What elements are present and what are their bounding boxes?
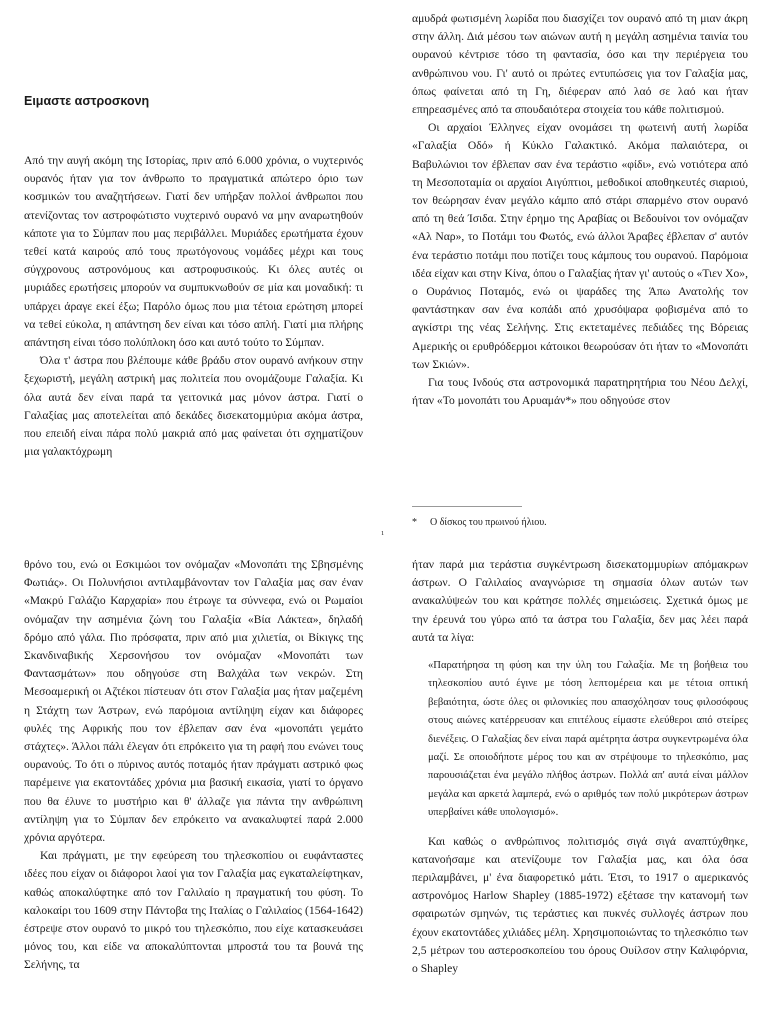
paragraph: θρόνο του, ενώ οι Εσκιμώοι τον ονόμαζαν «Μονοπάτι της Σβησμένης Φωτιάς». Οι Πολυνήσιοι αντιλαμβάνονταν τον Γαλαξία μας σαν έναν «Μακρύ Γαλάζιο Καρχαρία» που έτρωγε τα σύννεφα, ενώ οι Ρωμαίοι ονόμαζαν την ασημένια ζώνη του Γαλαξία «Βία Λάκτεα», δηλαδή δρόμο από γάλα. Πιο πρόσφατα, πριν από μια χιλιετία, οι Βίκιγκς της Σκανδιναβικής Χερσονήσου τον ονόμαζαν «Μονοπάτι των Φαντασμάτων» που οδηγούσε στη Βαλχάλα των νεκρών. Στη Μεσοαμερική οι Αζτέκοι πίστευαν ότι στον Γαλαξία μας ήταν μαζεμένη η Στάχτη των Άστρων, ενώ παρόμοια αντίληψη είχαν και διάφορες φυλές της Αφρικής που τον έβλεπαν σαν ένα «μονοπάτι γεμάτο στάχτες». Άλλοι πάλι έλεγαν ότι επρόκειτο για τη ραφή που ενώνει τους ουρανούς. Το ότι ο πύρινος αυτός ποταμός ήταν πράγματι αστρικό φως παρέμεινε για εκατοντάδες χρόνια μια βασική εικασία, γιατί το όργανο που θα έλυνε το μυστήριο και θ' άλλαζε για πάντα την ανθρώπινη αντίληψη για το Σύμπαν δεν επρόκειτο να ανακαλυφτεί παρά 2.000 χρόνια αργότερα.: [24, 558, 363, 845]
paragraph: ήταν παρά μια τεράστια συγκέντρωση δισεκατομμυρίων απόμακρων άστρων. Ο Γαλιλαίος αναγνώρισε τη σημασία όλων αυτών των ανακαλύψεών του και κράτησε πολλές σημειώσεις. Σχετικά όμως με την έρευνά του γύρω από τα άστρα του Γαλαξία, δεν μας λέει παρά αυτά τα λίγα:: [412, 558, 748, 644]
paragraph: Οι αρχαίοι Έλληνες είχαν ονομάσει τη φωτεινή αυτή λωρίδα «Γαλαξία Οδό» ή Κύκλο Γαλακτικό. Ακόμα παλαιότερα, οι Βαβυλώνιοι τον έβλεπαν σαν ένα τεράστιο «φίδι», ενώ νοτιότερα από τη Μεσοποταμία οι αρχαίοι Αιγύπτιοι, μεθοδικοί αποθηκευτές σιαριού, τον θεώρησαν έναν μεγάλο κάμπο από στάρι σπαρμένο στον ουρανό από τη θεά Ίσιδα. Στην έρημο της Αραβίας οι Βεδουίνοι τον ονόμαζαν «Αλ Ναρ», το Ποτάμι του Φωτός, ενώ άλλοι Άραβες έβλεπαν σ' αυτόν ένα τεράστιο ποτάμι που ποτίζει τους κάμπους του ουρανού. Παρόμοια ιδέα είχαν και στην Κίνα, όπου ο Γαλαξίας ήταν γι' αυτούς ο «Τιεν Χο», ο Ουράνιος Ποταμός, ενώ οι ψαράδες της Άπω Ανατολής τον φαντάστηκαν σαν ένα κοπάδι από χρυσόψαρα φοβισμένα από το αγκίστρι της νέας Σελήνης. Στις εκτεταμένες πεδιάδες της Βόρειας Αμερικής οι ερυθρόδερμοι κάτοικοι θεωρούσαν ότι ήταν το «Μονοπάτι των Σκιών».: [412, 121, 748, 371]
paragraph: αμυδρά φωτισμένη λωρίδα που διασχίζει τον ουρανό από τη μιαν άκρη στην άλλη. Διά μέσου των αιώνων αυτή η μεγάλη ασημένια ταινία του ουρανού κέντρισε τόσο τη φαντασία, όσο και την περιέργεια του ανθρώπινου νου. Γι' αυτό οι πρώτες εντυπώσεις για τον Γαλαξία μας, όπως φαίνεται από τη Γη, διέφεραν από λαό σε λαό και ήταν επηρεασμένες από τα σπουδαιότερα στοιχεία του κάθε πολιτισμού.: [412, 12, 748, 117]
column-top-left: [24, 152, 363, 461]
footnote-divider: [412, 506, 522, 507]
footnote-mark: *: [412, 517, 417, 528]
column-top-right: [412, 10, 748, 410]
paragraph: Και καθώς ο ανθρώπινος πολιτισμός σιγά σιγά αναπτύχθηκε, κατανοήσαμε και ατενίζουμε τον Γαλαξία μας, και όλα όσα περιλαμβάνει, μ' ένα διαφορετικό μάτι. Έτσι, το 1917 ο αμερικανός αστρονόμος Harlow Shapley (1885-1972) εξέτασε την κατανομή των σφαιρωτών σμηνών, τις τεράστιες και πυκνές συλλογές άστρων που έχουν εκατοντάδες χιλιάδες μέλη. Χρησιμοποιώντας το τηλεσκόπιο των 2,5 μέτρων του αστεροσκοπείου του όρους Ουίλσον στην Καλιφόρνια, ο Shapley: [412, 834, 748, 976]
block-quote: «Παρατήρησα τη φύση και την ύλη του Γαλαξία. Με τη βοήθεια του τηλεσκοπίου αυτό έγινε με τόση λεπτομέρεια και με τέτοια οπτική βεβαιότητα, ώστε όλες οι φιλονικίες που απασχόλησαν τους φιλοσόφους στους αιώνες κατέρρευσαν και επιτέλους είμαστε ελεύθεροι από στείρες διενέξεις. Ο Γαλαξίας δεν είναι παρά αμέτρητα άστρα συγκεντρωμένα όλα μαζί. Σε οποιοδήποτε μέρος του και αν στρέψουμε το τηλεσκόπιο, μας παρουσιάζεται ένα μεγάλο πλήθος άστρων. Πολλά απ' αυτά είναι μάλλον μεγάλα και αρκετά λαμπερά, ενώ ο αριθμός των πολύ μικρότερων άστρων υπερβαίνει κάθε υπολογισμό».: [428, 660, 748, 819]
column-bottom-left: [24, 556, 363, 975]
paragraph: Και πράγματι, με την εφεύρεση του τηλεσκοπίου οι ευφάνταστες ιδέες που είχαν οι διάφοροι λαοί για τον Γαλαξία μας εγκαταλείφτηκαν, καθώς αποκαλύφτηκε από τον Γαλιλαίο η πραγματική του φύση. Το καλοκαίρι του 1609 στην Πάντοβα της Ιταλίας ο Γαλιλαίος (1564-1642) έστρεψε στον ουρανό το μικρό του τηλεσκόπιο, που είχε κατασκευάσει μόνος του, και είδε να αποκαλύπτονται μπροστά του τα βουνά της Σελήνης, τα: [24, 849, 363, 972]
footnote: [412, 516, 748, 530]
column-bottom-right: [412, 556, 748, 978]
footnote-text: Ο δίσκος του πρωινού ήλιου.: [430, 517, 547, 528]
paragraph: Από την αυγή ακόμη της Ιστορίας, πριν από 6.000 χρόνια, ο νυχτερινός ουρανός ήταν για τον άνθρωπο το πραγματικά απώτερο όριο των κοσμικών του αναζητήσεων. Γιατί δεν υπήρξαν πολλοί άνθρωποι που ατενίζοντας τον αστροφώτιστο νυχτερινό ουρανό να μην αναρωτηθούν κάποτε για το Σύμπαν που μας περιβάλλει. Μυριάδες ερωτήματα έχουν τεθεί κατά καιρούς από τους πρωτόγονους νομάδες μέχρι και τους σύγχρονους αστρονόμους και αστροφυσικούς. Κι όλες αυτές οι μυριάδες ερωτήσεις μπορούν να συμπυκνωθούν σε μία και μοναδική: τι υπάρχει άραγε εκεί έξω; Παρόλο όμως που μια τέτοια ερώτηση μπορεί να τεθεί εύκολα, η απάντηση δεν είναι και τόσο απλή. Γιατί μια πλήρης απάντηση είναι τόσο πολύπλοκη όσο και αυτό τούτο το Σύμπαν.: [24, 154, 363, 350]
section-heading: Ειμαστε αστροσκονη: [24, 94, 150, 108]
page-number: 1: [381, 530, 385, 537]
paragraph: Όλα τ' άστρα που βλέπουμε κάθε βράδυ στον ουρανό ανήκουν στην ξεχωριστή, μεγάλη αστρική μας πολιτεία που ονομάζουμε Γαλαξία. Κι όλα αυτά δεν είναι παρά τα γειτονικά μας μόνον άστρα. Γιατί ο Γαλαξίας μας αποτελείται από δεκάδες δισεκατομμύρια ακόμα άστρα, που επειδή είναι πάρα πολύ μακριά από μας φαίνεται ότι σχηματίζουν μια γαλακτόχρωμη: [24, 354, 363, 459]
paragraph: Για τους Ινδούς στα αστρονομικά παρατηρητήρια του Νέου Δελχί, ήταν «Το μονοπάτι του Αρυαμάν*» που οδηγούσε στον: [412, 376, 748, 408]
